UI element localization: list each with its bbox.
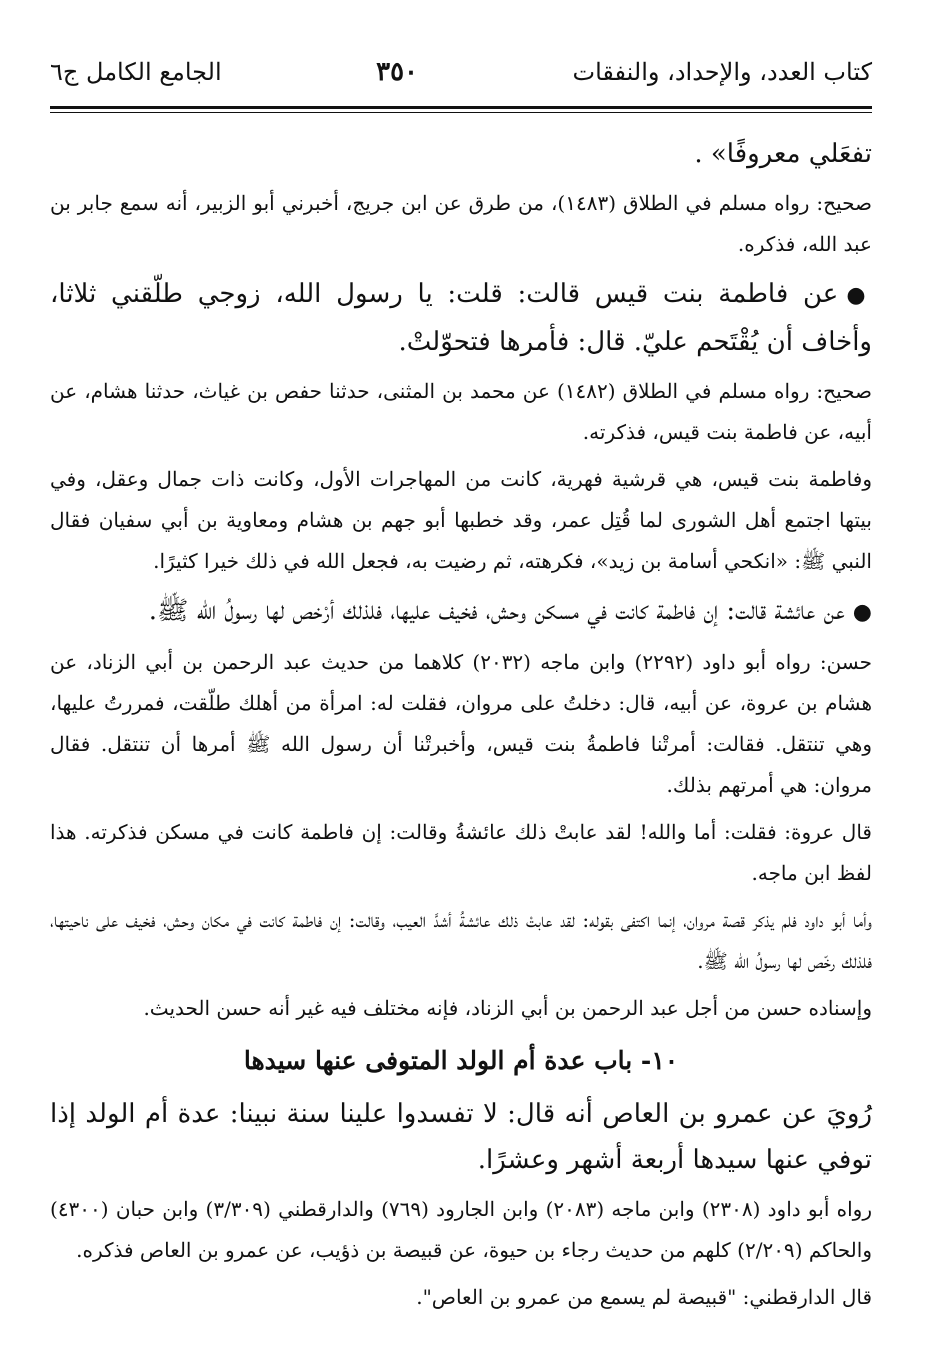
commentary-text: [50, 642, 872, 806]
block-text: تفعَلي معروفًا» .: [694, 139, 872, 169]
commentary-text: [50, 1189, 872, 1271]
block-text: رواه أبو داود (٢٣٠٨) وابن ماجه (٢٠٨٣) وابن الجارود (٧٦٩) والدارقطني (٣/٣٠٩) وابن حبان (٤٣٠٠) والحاكم (٢/٢٠٩) كلهم من حديث رجاء بن حيوة، عن قبيصة بن ذؤيب، عن عمرو بن العاص فذكره.: [50, 1197, 872, 1262]
commentary-text: [50, 900, 872, 982]
hadith-text: [50, 271, 872, 365]
block-text: قال عروة: فقلت: أما والله! لقد عابتْ ذلك عائشةُ وقالت: إن فاطمة كانت في مسكن فذكرته. هذا لفظ ابن ماجه.: [50, 820, 872, 885]
hadith-text: [50, 588, 872, 636]
commentary-text: [50, 1277, 872, 1318]
commentary-text: [50, 988, 872, 1029]
book-title: الجامع الكامل ج٦: [50, 58, 222, 86]
block-text: صحيح: رواه مسلم في الطلاق (١٤٨٢) عن محمد بن المثنى، حدثنا حفص بن غياث، حدثنا هشام، عن أبيه، عن فاطمة بنت قيس، فذكرته.: [50, 379, 872, 444]
book-section-title: كتاب العدد، والإحداد، والنفقات: [572, 58, 872, 86]
commentary-text: [50, 371, 872, 453]
block-text: وفاطمة بنت قيس، هي قرشية فهرية، كانت من المهاجرات الأول، وكانت ذات جمال وعقل، وفي بيتها اجتمع أهل الشورى لما قُتِل عمر، وقد خطبها أبو جهم بن هشام ومعاوية بن أبي سفيان فقال النبي ﷺ: «انكحي أسامة بن زيد»، فكرهته، ثم رضيت به، فجعل الله في ذلك خيرا كثيرًا.: [50, 467, 872, 573]
page-number: ٣٥٠: [376, 57, 419, 87]
bullet-icon: ●: [852, 600, 872, 625]
block-text: عن فاطمة بنت قيس قالت: قلت: يا رسول الله، زوجي طلّقني ثلاثا، وأخاف أن يُقْتَحم عليّ. قال: فأمرها فتحوّلتْ.: [50, 279, 872, 357]
block-text: رُويَ عن عمرو بن العاص أنه قال: لا تفسدوا علينا سنة نبينا: عدة أم الولد إذا توفي عنها سيدها أربعة أشهر وعشرًا.: [50, 1099, 872, 1175]
header-rule-thin: [50, 112, 872, 113]
hadith-text: [50, 1091, 872, 1183]
commentary-text: [50, 183, 872, 265]
block-text: وأما أبو داود فلم يذكر قصة مروان، إنما اكتفى بقوله: لقد عابتْ ذلك عائشةُ أشدَّ العيب، وقالت: إن فاطمة كانت في مكان وحش، فخيف على ناحيتها، فلذلك رخّص لها رسولُ الله ﷺ.: [50, 908, 872, 973]
header-rule-thick: [50, 106, 872, 109]
page-body: [50, 131, 872, 1318]
block-text: قال الدارقطني: "قبيصة لم يسمع من عمرو بن العاص".: [416, 1285, 872, 1309]
page: [50, 52, 872, 1324]
block-text: عن عائشة قالت: إن فاطمة كانت في مسكن وحش، فخيف عليها، فلذلك أرْخص لها رسولُ الله ﷺ.: [148, 596, 845, 626]
hadith-text: [50, 131, 872, 177]
section-title: ١٠- باب عدة أم الولد المتوفى عنها سيدها: [243, 1046, 679, 1075]
block-text: وإسناده حسن من أجل عبد الرحمن بن أبي الزناد، فإنه مختلف فيه غير أنه حسن الحديث.: [143, 996, 872, 1020]
commentary-text: [50, 459, 872, 582]
block-text: صحيح: رواه مسلم في الطلاق (١٤٨٣)، من طرق عن ابن جريج، أخبرني أبو الزبير، أنه سمع جابر بن عبد الله، فذكره.: [50, 191, 872, 256]
commentary-text: [50, 812, 872, 894]
bullet-icon: ●: [846, 283, 872, 308]
block-text: حسن: رواه أبو داود (٢٢٩٢) وابن ماجه (٢٠٣٢) كلاهما من حديث عبد الرحمن بن أبي الزناد، عن هشام بن عروة، عن أبيه، قال: دخلتُ على مروان، فقلت له: امرأة من أهلك طلّقت، فمررتُ عليها، وهي تنتقل. فقالت: أمرتْنا فاطمةُ بنت قيس، وأخبرتْنا أن رسول الله ﷺ أمرها أن تنتقل. فقال مروان: هي أمرتهم بذلك.: [50, 650, 872, 797]
running-header: [50, 52, 872, 102]
